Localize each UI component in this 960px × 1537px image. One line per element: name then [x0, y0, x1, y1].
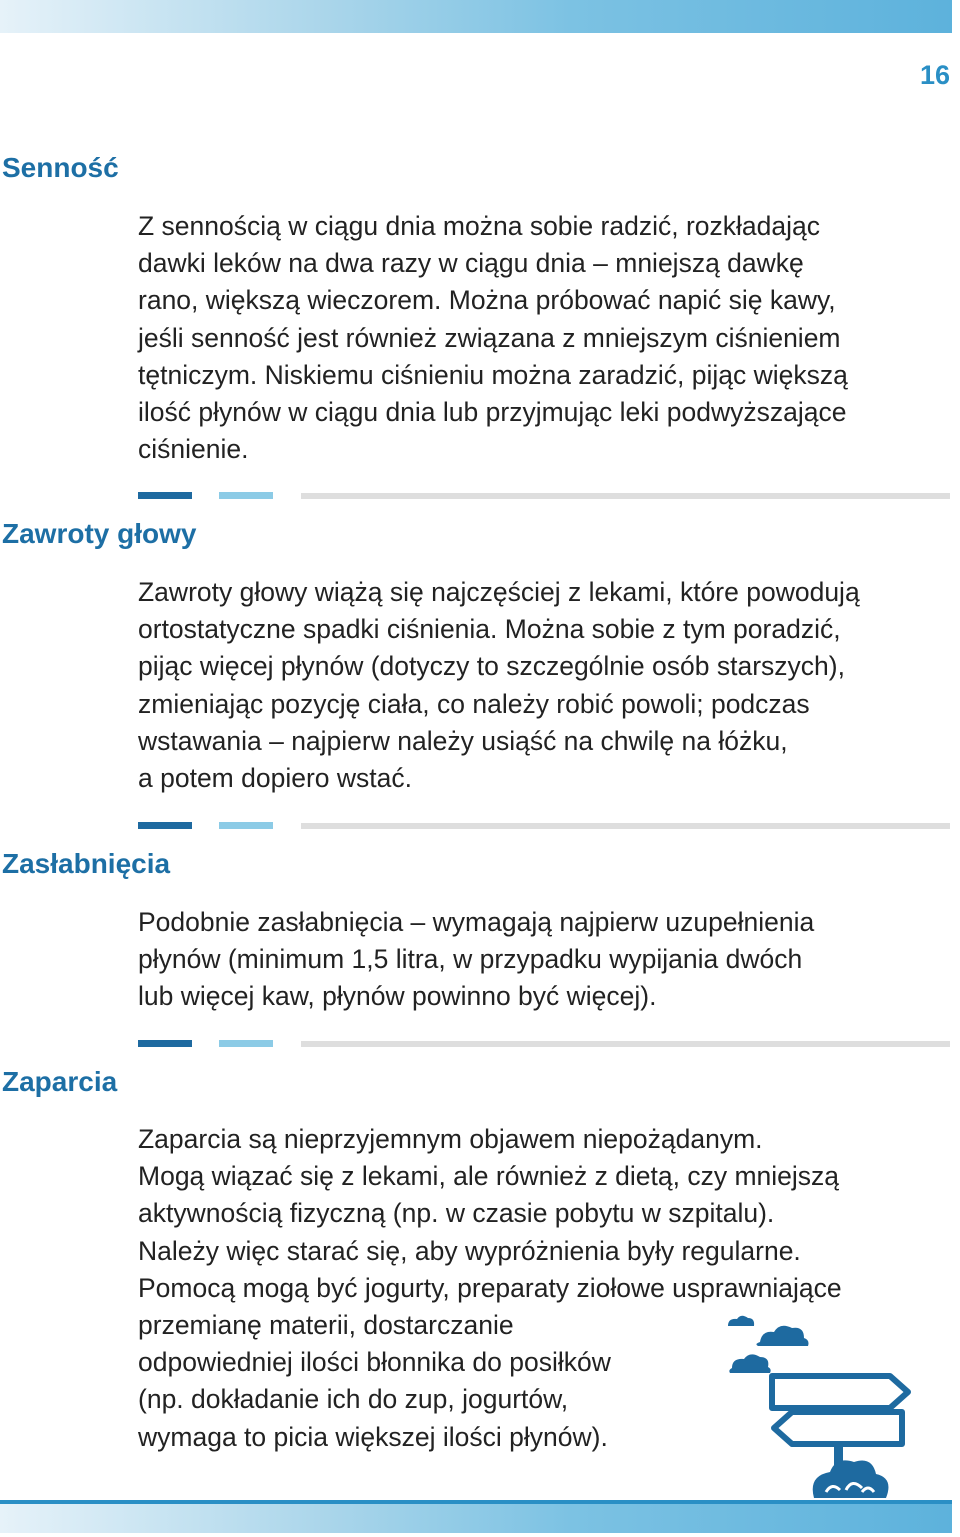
- text-line: Zawroty głowy wiążą się najczęściej z lekami, które powodują: [138, 577, 860, 607]
- heading-sennosc: Senność: [2, 152, 119, 183]
- text-line: Podobnie zasłabnięcia – wymagają najpierw uzupełnienia: [138, 907, 815, 937]
- text-line: wymaga to picia większej ilości płynów).: [138, 1421, 608, 1452]
- text-line: zmieniając pozycję ciała, co należy robić powoli; podczas: [138, 688, 810, 719]
- text-line: (np. dokładanie ich do zup, jogurtów,: [138, 1384, 569, 1415]
- text-line: a potem dopiero wstać.: [138, 763, 412, 794]
- page-number: 16: [919, 60, 950, 90]
- text-line: płynów (minimum 1,5 litra, w przypadku wypijania dwóch: [138, 944, 803, 975]
- section-divider: [138, 492, 950, 499]
- paragraph-sennosc: [138, 208, 948, 468]
- section-divider: [138, 822, 950, 829]
- text-line: tętniczym. Niskiemu ciśnieniu można zaradzić, pijąc większą: [138, 359, 848, 390]
- text-line: rano, większą wieczorem. Można próbować napić się kawy,: [138, 285, 836, 316]
- text-line: ilość płynów w ciągu dnia lub przyjmując leki podwyższające: [138, 397, 847, 428]
- text-line: jeśli senność jest również związana z mniejszym ciśnieniem: [138, 322, 841, 353]
- paragraph-zawroty-glowy: [138, 574, 948, 797]
- text-line: ortostatyczne spadki ciśnienia. Można sobie z tym poradzić,: [138, 614, 841, 645]
- heading-zawroty-glowy: Zawroty głowy: [2, 518, 197, 549]
- text-line: przemianę materii, dostarczanie: [138, 1310, 514, 1341]
- text-line: Zaparcia są nieprzyjemnym objawem niepożądanym.: [138, 1124, 763, 1154]
- text-line: Pomocą mogą być jogurty, preparaty ziołowe usprawniające: [138, 1272, 842, 1303]
- text-line: pijąc więcej płynów (dotyczy to szczególnie osób starszych),: [138, 651, 845, 682]
- text-line: Z sennością w ciągu dnia można sobie radzić, rozkładając: [138, 211, 820, 241]
- signpost-with-clouds-icon: [722, 1312, 932, 1502]
- text-line: Należy więc starać się, aby wypróżnienia były regularne.: [138, 1235, 801, 1266]
- heading-zaparcia: Zaparcia: [2, 1066, 118, 1097]
- text-line: ciśnienie.: [138, 434, 249, 465]
- text-line: Mogą wiązać się z lekami, ale również z dietą, czy mniejszą: [138, 1161, 840, 1192]
- text-line: aktywnością fizyczną (np. w czasie pobytu w szpitalu).: [138, 1198, 775, 1229]
- top-decorative-bar: [0, 0, 952, 33]
- text-line: dawki leków na dwa razy w ciągu dnia – mniejszą dawkę: [138, 248, 804, 279]
- section-divider: [138, 1040, 950, 1047]
- bottom-decorative-bar: [0, 1500, 952, 1533]
- text-line: lub więcej kaw, płynów powinno być więcej).: [138, 981, 657, 1012]
- text-line: odpowiedniej ilości błonnika do posiłków: [138, 1347, 611, 1378]
- paragraph-zaslabniecia: [138, 904, 948, 1016]
- text-line: wstawania – najpierw należy usiąść na chwilę na łóżku,: [138, 725, 788, 756]
- heading-zaslabniecia: Zasłabnięcia: [2, 848, 171, 879]
